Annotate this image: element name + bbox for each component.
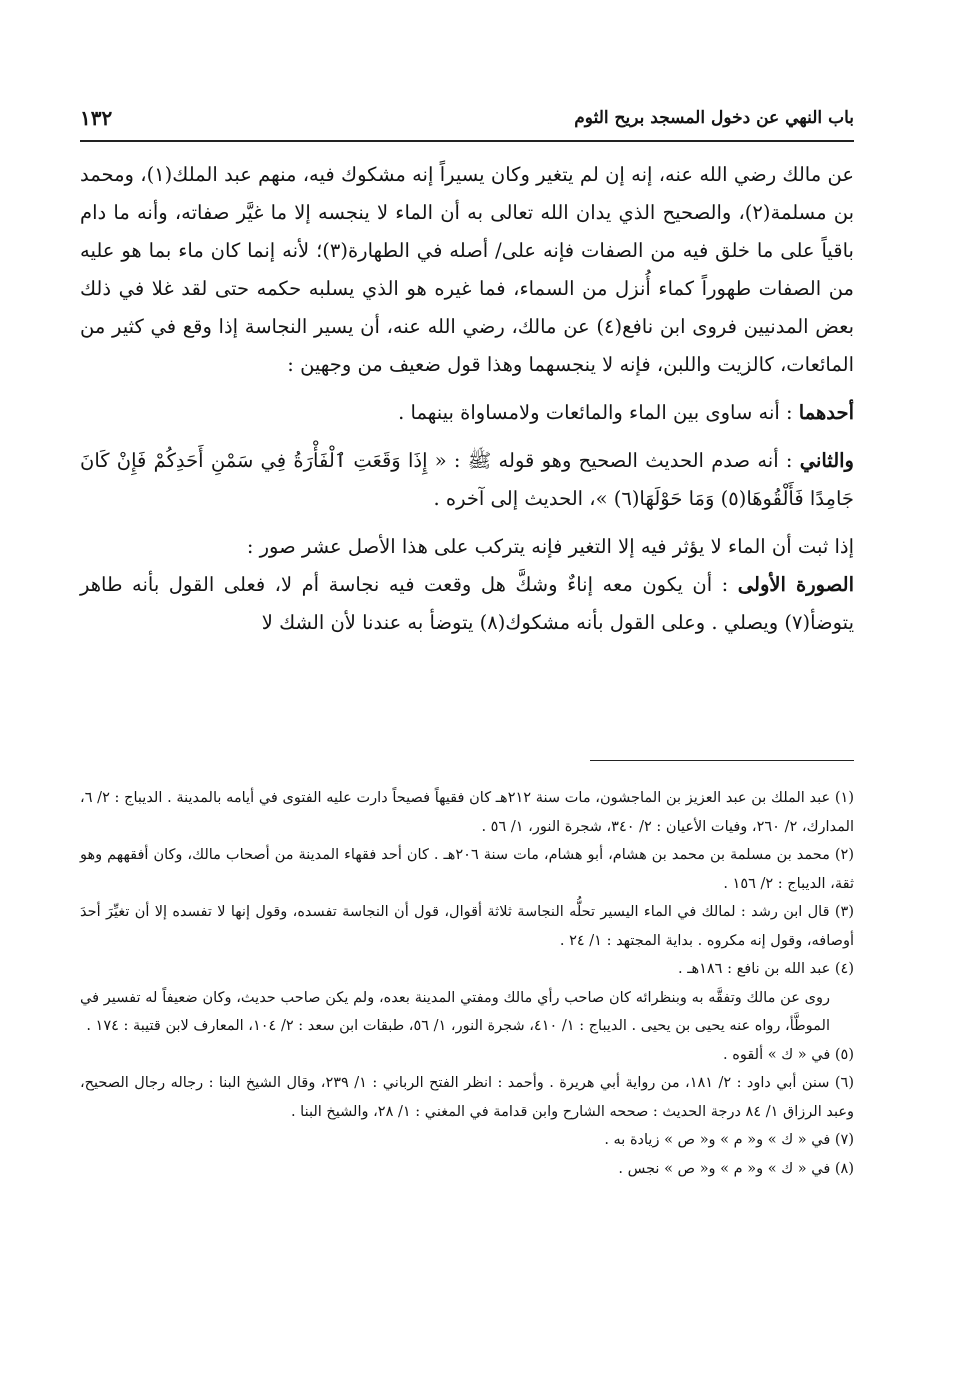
chapter-title: باب النهي عن دخول المسجد بريح الثوم	[574, 108, 854, 128]
footnote-2: (٢) محمد بن مسلمة بن محمد بن هشام، أبو هشام، مات سنة ٢٠٦هـ . كان أحد فقهاء المدينة من أصحاب مالك، وكان أفقههم وهو ثقة، الديباج : ٢/ ١٥٦ .	[80, 847, 855, 892]
paragraph-1: عن مالك رضي الله عنه، إنه إن لم يتغير وكان يسيراً إنه مشكوك فيه، منهم عبد الملك(١)، ومحمد بن مسلمة(٢)، والصحيح الذي يدان الله تعالى به أن الماء لا ينجسه إلا ما غيَّر صفاته، وأنه ما دام باقياً على ما خلق فيه من الصفات فإنه على/ أصله في الطهارة(٣)؛ لأنه إنما كان ماء بما هو عليه من الصفات طهوراً كماء أُنزل من السماء، فما غيره هو الذي يسلبه حكمه حتى لقد غلا في ذلك بعض المدنيين فروى ابن نافع(٤) عن مالك، رضي الله عنه، أن يسير النجاسة إذا وقع في كثير من المائعات، كالزيت واللبن، فإنه لا ينجسهما وهذا قول ضعيف من وجهين :	[80, 163, 854, 376]
footnote-1: (١) عبد الملك بن عبد العزيز بن الماجشون، مات سنة ٢١٢هـ كان فقيهاً فصيحاً دارت عليه الفتوى في أيامه بالمدينة . الديباج : ٢/ ٦، المدارك، ٢/ ٢٦٠، وفيات الأعيان : ٢/ ٣٤٠، شجرة النور، ١/ ٥٦ .	[80, 790, 854, 835]
footnote-divider	[590, 760, 854, 761]
footnote-3: (٣) قال ابن رشد : لمالك في الماء اليسير تحلُّه النجاسة ثلاثة أقوال، قول أن النجاسة تفسده، وقول إنها لا تفسده إلا أن تغيِّرَ أحدَ أوصافه، وقول إنه مكروه . بداية المجتهد : ١/ ٢٤ .	[80, 904, 854, 949]
paragraph-second-aspect	[80, 442, 854, 518]
footnote-7: (٧) في « ك » و« م » و« ص » زيادة به .	[604, 1132, 854, 1148]
footnote-4-details: روى عن مالك وتفقَّه به وبنظرائه كان صاحب رأي مالك ومفتي المدينة بعده، ولم يكن صاحب حديث، وكان ضعيفاً له تفسير في الموطَّأ، رواه عنه يحيى بن يحيى . الديباج : ١/ ٤١٠، شجرة النور، ١/ ٥٦، طبقات ابن سعد : ٢/ ١٠٤، المعارف لابن قتيبة : ١٧٤ .	[80, 989, 830, 1034]
footnote-8: (٨) في « ك » و« م » و« ص » نجس .	[618, 1160, 854, 1177]
header-divider	[80, 140, 854, 142]
first-case-text: : أن يكون معه إناءٌ وشكَّ هل وقعت فيه نجاسة أم لا، فعلى القول بأنه طاهر يتوضأ(٧) ويصلي . وعلى القول بأنه مشكوك(٨) يتوضأ به عندنا لأن الشك لا	[80, 573, 854, 634]
paragraph-cases-intro: إذا ثبت أن الماء لا يؤثر فيه إلا التغير فإنه يتركب على هذا الأصل عشر صور :	[246, 535, 854, 558]
footnote-5: (٥) في « ك » ألقوه .	[723, 1046, 854, 1063]
first-case-label: الصورة الأولى	[737, 573, 854, 596]
first-aspect-label: أحدهما	[798, 401, 854, 424]
first-aspect-text: : أنه ساوى بين الماء والمائعات ولامساواة بينهما .	[398, 401, 793, 424]
footnote-4: (٤) عبد الله بن نافع : ١٨٦هـ .	[677, 961, 854, 977]
footnotes	[80, 784, 854, 1183]
second-aspect-text: : أنه صدم الحديث الصحيح وهو قوله ﷺ : « إِذَا وَقَعَتِ ٱلْفَأْرَةُ فِي سَمْنِ أَحَدِكُمْ فَإِنْ كَانَ جَامِدًا فَأَلْقُوهَا(٥) وَمَا حَوْلَهَا(٦) »، الحديث إلى آخره .	[80, 449, 854, 510]
page-number: ١٣٢	[80, 106, 113, 130]
footnote-6: (٦) سنن أبي داود : ٢/ ١٨١، من رواية أبي هريرة . وأحمد : انظر الفتح الرباني : ١/ ٢٣٩، وقال الشيخ البنا : رجاله رجال الصحيح، وعبد الرزاق ١/ ٨٤ درجة الحديث : صححه الشارح وابن قدامة في المغني : ١/ ٢٨، والشيخ البنا .	[80, 1075, 854, 1120]
paragraph-first-aspect	[80, 394, 854, 432]
main-text	[80, 156, 854, 642]
running-header	[80, 106, 854, 138]
second-aspect-label: والثاني	[799, 449, 854, 472]
paragraph-first-case	[80, 566, 854, 642]
